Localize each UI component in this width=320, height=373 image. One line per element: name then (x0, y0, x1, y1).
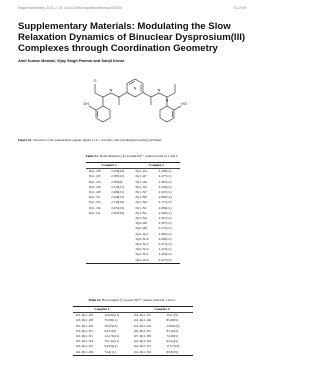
bond-label-cell: Dy1–N8 (89, 169, 101, 174)
table2-caption (0, 298, 264, 302)
bond-label-cell: O3–Dy1–O1 (76, 344, 94, 349)
bond-label-cell: Dy1–N4 (135, 200, 147, 205)
bond-value-cell: 2.347(11) (158, 221, 172, 226)
bond-value-cell: 124.32(11) (104, 313, 119, 318)
bond-value-cell: 85.16(3) (166, 328, 178, 333)
table1-col1-header: Complex 1 (86, 163, 132, 169)
author-list: Amit Kumar Mondal, Vijay Singh Parmar and Sanjit Konar (18, 58, 125, 63)
bond-value-cell: 114.1(3) (166, 313, 178, 318)
bond-label-cell: Dy1–O4 (135, 169, 147, 174)
left-hydroxyl-bond (89, 106, 96, 110)
bond-label-cell: O3–Dy1–N1 (76, 328, 94, 333)
figure-caption-text: Structure of the pentadentate organic ligand L (L = 2,6-bis(1-salicyloylhydrazonoethyl) pyridine). (32, 138, 163, 142)
bond-value-cell: 2.450(16) (111, 169, 125, 174)
page-header (18, 6, 246, 12)
table1-body (86, 169, 180, 264)
bond-value-cell: 60.82(3) (166, 349, 178, 354)
table2-col2-header: Complex 2 (131, 307, 193, 313)
bond-value-cell: 94.05(12) (104, 344, 118, 349)
bond-label-cell: Dy2–O16 (135, 257, 149, 262)
bond-label-cell: O4–Dy1–O7 (133, 313, 151, 318)
bond-label-cell: O3–Dy1–N4 (76, 339, 94, 344)
table2-col1-header: Complex 1 (73, 307, 131, 313)
bond-value-cell: 2.453(11) (158, 252, 172, 257)
table-row (73, 350, 193, 356)
bond-value-cell: 75.09(11) (104, 318, 118, 323)
bond-value-cell: 2.717(11) (158, 200, 172, 205)
bond-label-cell: Dy1–N4 (89, 205, 101, 210)
bond-value-cell: 2.639(11) (158, 205, 172, 210)
bond-value-cell: 2.282(11) (158, 231, 172, 236)
bond-value-cell: 2.355(11) (158, 184, 172, 189)
bond-label-cell: Dy2–O9 (135, 221, 147, 226)
right-amide-n-label: N (165, 98, 169, 103)
bond-label-cell: Dy2–N11 (135, 252, 149, 257)
bond-value-cell: 2.408(15) (111, 190, 125, 195)
bond-value-cell: 2.272(11) (158, 226, 172, 231)
bond-value-cell: 64.12(3) (166, 339, 178, 344)
bond-label-cell: O5–Dy1–N1 (76, 334, 94, 339)
page-number: S1 of S9 (233, 6, 246, 10)
bond-label-cell: O5–Dy1–O9 (76, 323, 94, 328)
bond-value-cell: 124.76(12) (104, 334, 120, 339)
bond-angles-table (73, 306, 193, 356)
bond-label-cell: O3–Dy1–O8 (76, 318, 94, 323)
left-hydrazone-n-label: N (109, 88, 113, 93)
right-hydroxyl-label: HO (181, 102, 187, 106)
bond-label-cell (86, 258, 111, 264)
table1-caption-label: Table S1. (85, 154, 99, 158)
bond-label-cell: O3–Dy1–O5 (76, 313, 94, 318)
bond-label-cell: Dy2–N12 (135, 242, 149, 247)
table-row (86, 258, 180, 264)
left-phenol-ring (96, 106, 110, 122)
bond-value-cell: 2.636(12) (158, 195, 172, 200)
bond-value-cell: 2.547(11) (158, 190, 172, 195)
bond-value-cell: 2.413(11) (158, 247, 172, 252)
left-carbonyl-o-label: O (93, 79, 97, 83)
bond-value-cell (111, 258, 132, 264)
bond-value-cell: 74.4(11) (104, 349, 116, 354)
bond-label-cell: O6–Dy1–N7 (133, 328, 151, 333)
bond-label-cell: Dy1–O6 (135, 179, 147, 184)
table-row (73, 344, 193, 349)
bond-label-cell: O4–Dy1–O9 (76, 349, 94, 354)
bond-label-cell: O4–Dy1–O2 (133, 323, 151, 328)
bond-label-cell: O4–Dy1–O6 (133, 318, 151, 323)
right-hydroxyl-bond (174, 106, 181, 110)
bond-value-cell: 2.363(6) (111, 179, 123, 184)
bond-value-cell: 2.502(11) (158, 210, 172, 215)
bond-label-cell: Dy1–N1 (89, 195, 101, 200)
bond-value-cell: 2.310(15) (111, 184, 125, 189)
bond-value-cell: 151.24(11) (104, 339, 119, 344)
bond-label-cell: Dy2–N13 (135, 247, 149, 252)
ligand-structure-figure (60, 71, 210, 132)
figure-caption-label: Figure S1. (18, 138, 33, 142)
bond-value-cell: 64.31(9) (104, 328, 116, 333)
bond-label-cell: Dy1–N2 (135, 210, 147, 215)
right-hydrazone-n-label: N (157, 88, 161, 93)
table2-body (73, 313, 193, 356)
bond-label-cell: Dy1–O2 (135, 184, 147, 189)
bond-value-cell: 2.397(11) (158, 179, 172, 184)
table2-caption-text: Bond angles (°) around Dy³⁺ centers found in 1 and 2. (101, 298, 176, 302)
table1-caption (0, 154, 264, 158)
bond-value-cell: 113.7(16) (166, 344, 180, 349)
journal-citation: Magnetochemistry 2016, 2, 35; doi:10.3390/magnetochemistry2030035 (18, 6, 123, 10)
bond-value-cell: 2.547(11) (158, 216, 172, 221)
bond-label-cell: Dy1–N3 (89, 200, 101, 205)
bond-value-cell: 2.474(15) (111, 205, 125, 210)
pyridine-n-label: N (133, 86, 137, 91)
table1-caption-text: Bond distances (Å) around Dy³⁺ centers found in 1 and 2. (98, 154, 179, 158)
bond-value-cell: 76.47(10) (104, 323, 118, 328)
bond-label-cell: Dy2–O11 (135, 231, 149, 236)
bond-label-cell: Dy1–N7 (135, 190, 147, 195)
table-row (73, 318, 193, 323)
table1-col2-header: Complex 2 (132, 163, 180, 169)
bond-value-cell: 85.08(3) (166, 318, 178, 323)
bond-value-cell: 2.516(16) (111, 200, 125, 205)
bond-value-cell: 2.471(11) (158, 242, 172, 247)
bond-label-cell: Dy1–N9 (135, 195, 147, 200)
bond-label-cell: Dy1–O3 (89, 174, 101, 179)
bond-label-cell: Dy1–O5 (89, 179, 101, 184)
bond-label-cell: Dy1–O9 (89, 190, 101, 195)
bond-distances-table (86, 162, 180, 264)
bond-value-cell: 2.385(15) (111, 174, 125, 179)
bond-label-cell: Dy1–O1 (89, 210, 101, 215)
bond-label-cell: Dy2–O8 (135, 226, 147, 231)
bond-value-cell: 2.436(11) (158, 169, 172, 174)
bond-label-cell: O4–Dy1–N1 (133, 344, 151, 349)
figure-caption (18, 138, 248, 142)
bond-value-cell: 2.609(11) (158, 236, 172, 241)
bond-label-cell: Dy2–N10 (135, 236, 149, 241)
bond-value-cell: 72.29(3) (166, 334, 178, 339)
bond-label-cell: Dy1–N4 (135, 216, 147, 221)
paper-title: Supplementary Materials: Modulating the Slow Relaxation Dynamics of Binuclear Dysprosium(III) Complexes through Coordination Geometry (18, 21, 246, 55)
table2-caption-label: Table S2. (88, 298, 102, 302)
bond-value-cell: 2.477(11) (158, 174, 172, 179)
bond-label-cell: O4–Dy1–N4 (133, 339, 151, 344)
right-phenol-ring (160, 106, 174, 122)
bond-label-cell: O4–Dy1–N2 (133, 349, 151, 354)
left-hydroxyl-label: OH (83, 102, 89, 106)
bond-label-cell: Dy1–O4 (89, 184, 101, 189)
bond-value-cell: 2.202(16) (111, 210, 125, 215)
bond-value-cell: 2.417(11) (158, 257, 172, 262)
bond-value-cell: 128.91(3) (166, 323, 180, 328)
bond-label-cell: Dy1–N1 (135, 205, 147, 210)
bond-label-cell: O7–Dy1–N9 (133, 334, 151, 339)
bond-label-cell: Dy1–O7 (135, 174, 147, 179)
bond-value-cell: 2.528(15) (111, 195, 125, 200)
